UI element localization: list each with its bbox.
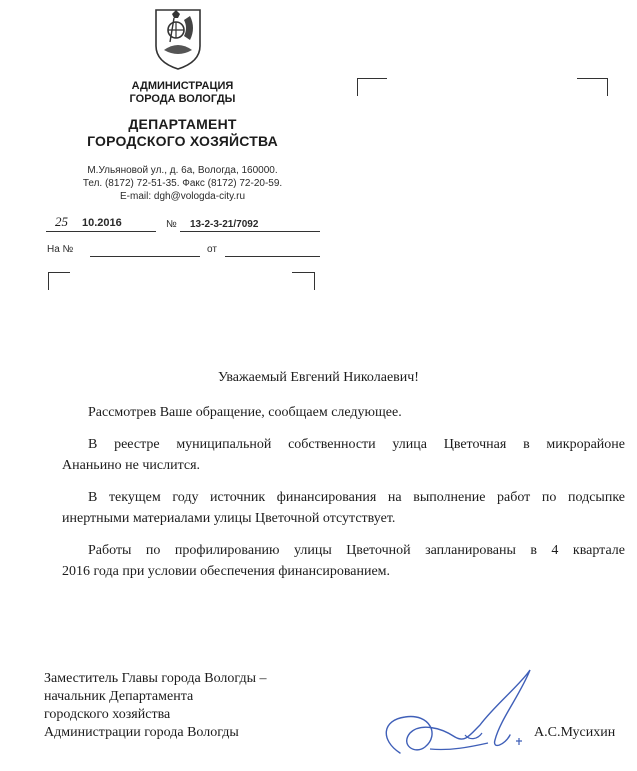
signatory-title-line-3: городского хозяйства: [44, 707, 171, 722]
reference-from-label: от: [207, 244, 217, 255]
signatory-title-line-1: Заместитель Главы города Вологды –: [44, 671, 267, 686]
addressee-corner-top-right: [577, 78, 607, 79]
subject-corner-left-v: [48, 272, 49, 290]
registration-date: 10.2016: [82, 217, 122, 229]
org-name: [60, 80, 305, 106]
addressee-corner-top-left: [357, 78, 387, 79]
number-underline: [180, 231, 320, 232]
reference-date-underline: [225, 256, 320, 257]
paragraph-3-line-2: инертными материалами улицы Цветочной отсутствует.: [62, 511, 396, 526]
paragraph-4-line-1: Работы по профилированию улицы Цветочной запланированы в 4 квартале: [88, 543, 625, 558]
paragraph-4-line-2: 2016 года при условии обеспечения финансированием.: [62, 564, 391, 579]
salutation: Уважаемый Евгений Николаевич!: [218, 370, 419, 385]
addressee-corner-top-right-v: [607, 78, 608, 96]
number-label: №: [166, 219, 177, 230]
subject-corner-left: [48, 272, 70, 273]
subject-corner-right: [292, 272, 314, 273]
department-name: [60, 116, 305, 150]
registration-number: 13-2-3-21/7092: [190, 219, 259, 230]
email: E-mail: dgh@vologda-city.ru: [119, 191, 245, 202]
registration-date-day: 25: [55, 214, 68, 229]
paragraph-3-line-1: В текущем году источник финансирования на выполнение работ по подсыпке: [88, 490, 625, 505]
paragraph-1: Рассмотрев Ваше обращение, сообщаем следующее.: [88, 405, 402, 420]
signatory-title-line-4: Администрации города Вологды: [44, 725, 239, 740]
date-underline: [46, 231, 156, 232]
signatory-name: А.С.Мусихин: [534, 725, 616, 740]
subject-corner-right-v: [314, 272, 315, 290]
reference-number-underline: [90, 256, 200, 257]
paragraph-2-line-2: Ананьино не числится.: [62, 458, 201, 473]
phone-fax: Тел. (8172) 72-51-35. Факс (8172) 72-20-59.: [82, 178, 283, 189]
reference-label: На №: [47, 244, 74, 255]
coat-of-arms-icon: [150, 6, 206, 72]
department-name-line1: ДЕПАРТАМЕНТ: [128, 116, 237, 132]
addressee-corner-top-left-v: [357, 78, 358, 96]
department-name-line2: ГОРОДСКОГО ХОЗЯЙСТВА: [87, 133, 278, 149]
org-name-line2: ГОРОДА ВОЛОГДЫ: [129, 93, 236, 105]
address: М.Ульяновой ул., д. 6а, Вологда, 160000.: [87, 165, 278, 176]
paragraph-2-line-1: В реестре муниципальной собственности улица Цветочная в микрорайоне: [88, 437, 625, 452]
org-name-line1: АДМИНИСТРАЦИЯ: [131, 80, 234, 92]
signatory-title-line-2: начальник Департамента: [44, 689, 194, 704]
handwritten-signature: [370, 665, 540, 765]
